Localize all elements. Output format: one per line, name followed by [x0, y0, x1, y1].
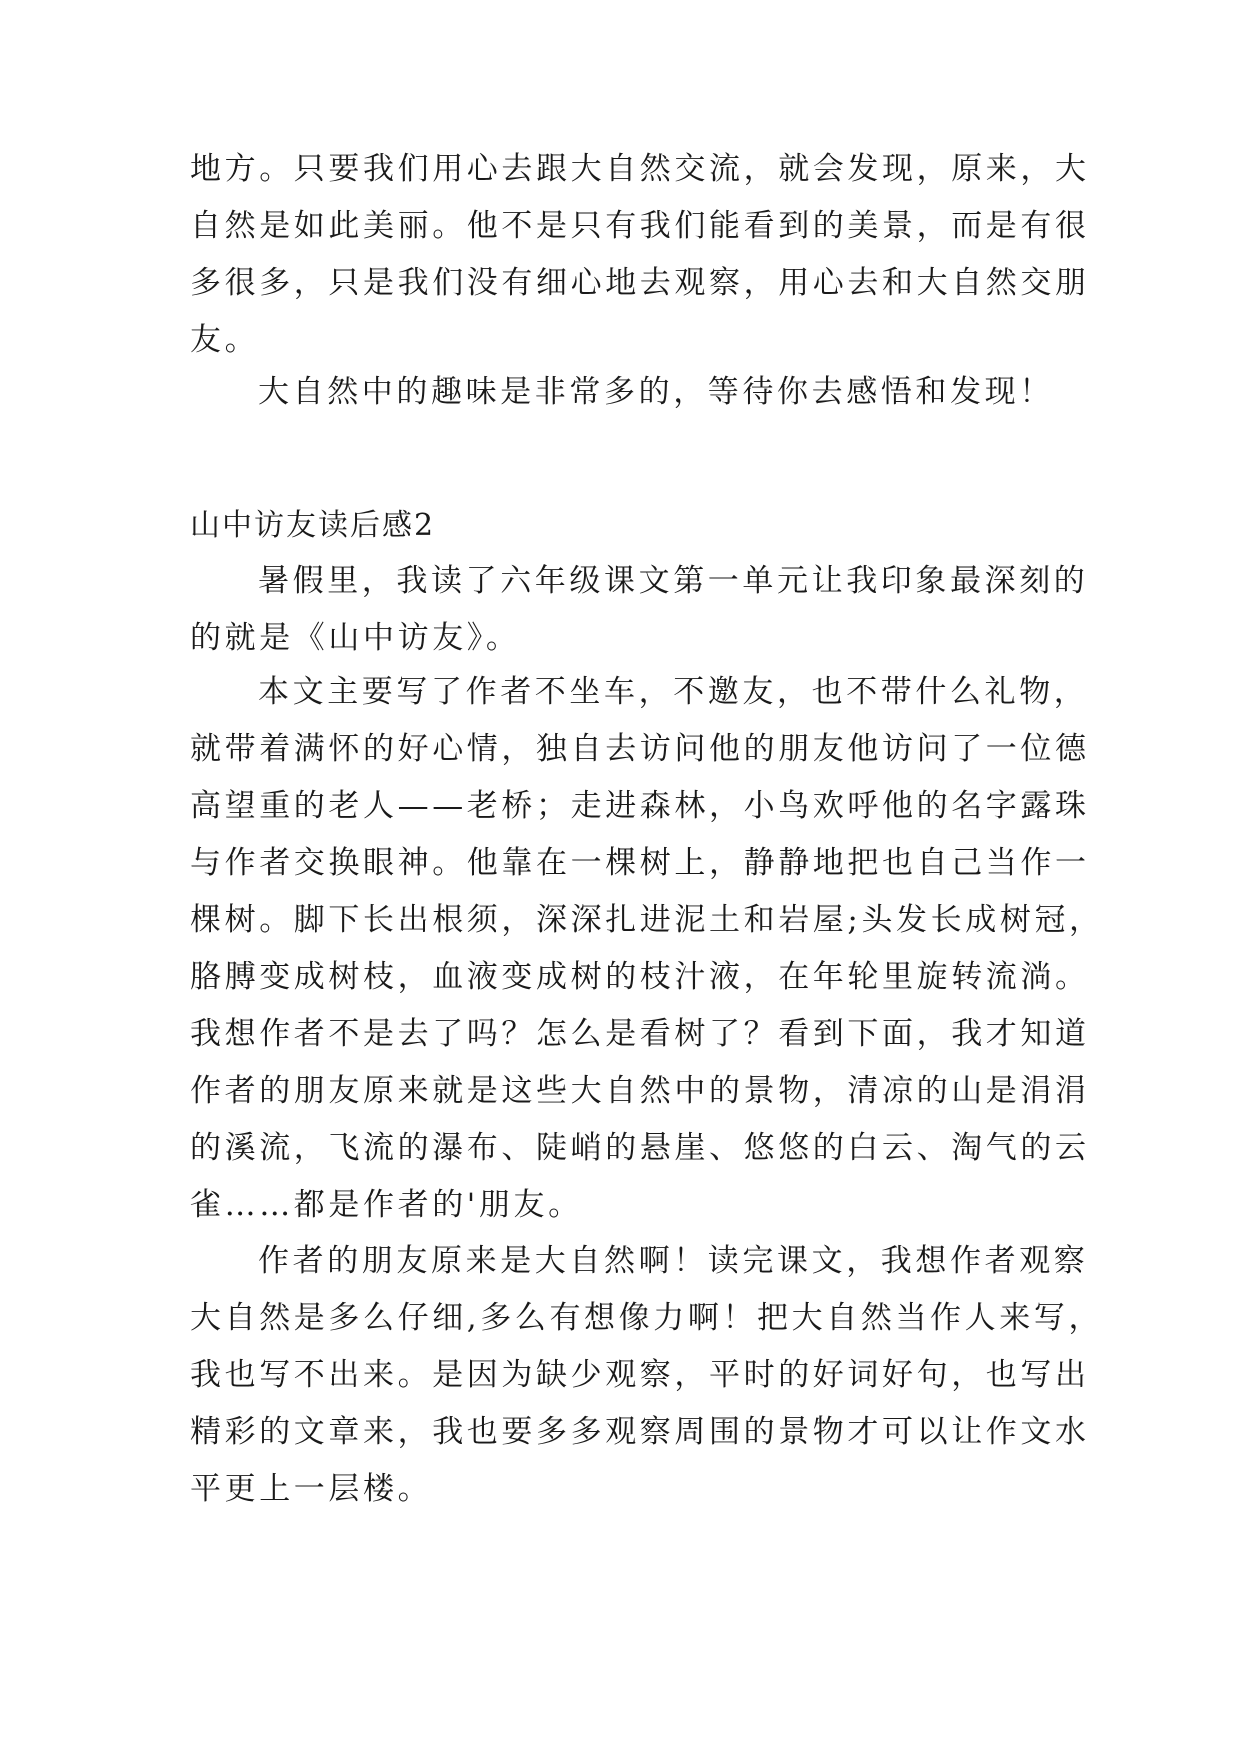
text-line: 暑假里，我读了六年级课文第一单元让我印象最深刻的 [258, 563, 1089, 599]
text-line: 平更上一层楼。 [190, 1471, 433, 1507]
text-line: 多很多，只是我们没有细心地去观察，用心去和大自然交朋 [190, 265, 1090, 301]
paragraph-article-summary [190, 664, 1104, 1234]
text-line: 胳膊变成树枝，血液变成树的枝汁液，在年轮里旋转流淌。 [190, 959, 1090, 995]
text-line: 精彩的文章来，我也要多多观察周围的景物才可以让作文水 [190, 1414, 1090, 1450]
text-line: 雀……都是作者的'朋友。 [190, 1187, 583, 1223]
text-line: 与作者交换眼神。他靠在一棵树上，静静地把也自己当作一 [190, 845, 1090, 881]
text-line: 大自然中的趣味是非常多的，等待你去感悟和发现！ [258, 374, 1054, 410]
text-line: 自然是如此美丽。他不是只有我们能看到的美景，而是有很 [190, 208, 1090, 244]
section-heading: 山中访友读后感2 [190, 508, 436, 543]
text-line: 作者的朋友原来是大自然啊！读完课文，我想作者观察 [258, 1243, 1089, 1279]
paragraph-nature-communication [190, 141, 1090, 369]
text-line: 我也写不出来。是因为缺少观察，平时的好词好句，也写出 [190, 1357, 1090, 1393]
text-line: 大自然是多么仔细,多么有想像力啊！把大自然当作人来写， [190, 1300, 1104, 1336]
text-line: 我想作者不是去了吗？怎么是看树了？看到下面，我才知道 [190, 1016, 1090, 1052]
paragraph-reflection [190, 1233, 1104, 1518]
text-line: 的溪流，飞流的瀑布、陡峭的悬崖、悠悠的白云、淘气的云 [190, 1130, 1090, 1166]
text-line: 本文主要写了作者不坐车，不邀友，也不带什么礼物， [258, 674, 1089, 710]
text-line: 作者的朋友原来就是这些大自然中的景物，清凉的山是涓涓 [190, 1073, 1090, 1109]
text-line: 的就是《山中访友》。 [190, 620, 521, 656]
paragraph-nature-fun [190, 364, 1070, 421]
text-line: 友。 [190, 322, 260, 358]
paragraph-summer-reading [190, 553, 1089, 667]
text-line: 棵树。脚下长出根须，深深扎进泥土和岩屋;头发长成树冠， [190, 902, 1104, 938]
text-line: 高望重的老人——老桥；走进森林，小鸟欢呼他的名字露珠 [190, 788, 1090, 824]
text-line: 地方。只要我们用心去跟大自然交流，就会发现，原来，大 [190, 151, 1090, 187]
section-title [190, 497, 1070, 554]
text-line: 就带着满怀的好心情，独自去访问他的朋友他访问了一位德 [190, 731, 1090, 767]
